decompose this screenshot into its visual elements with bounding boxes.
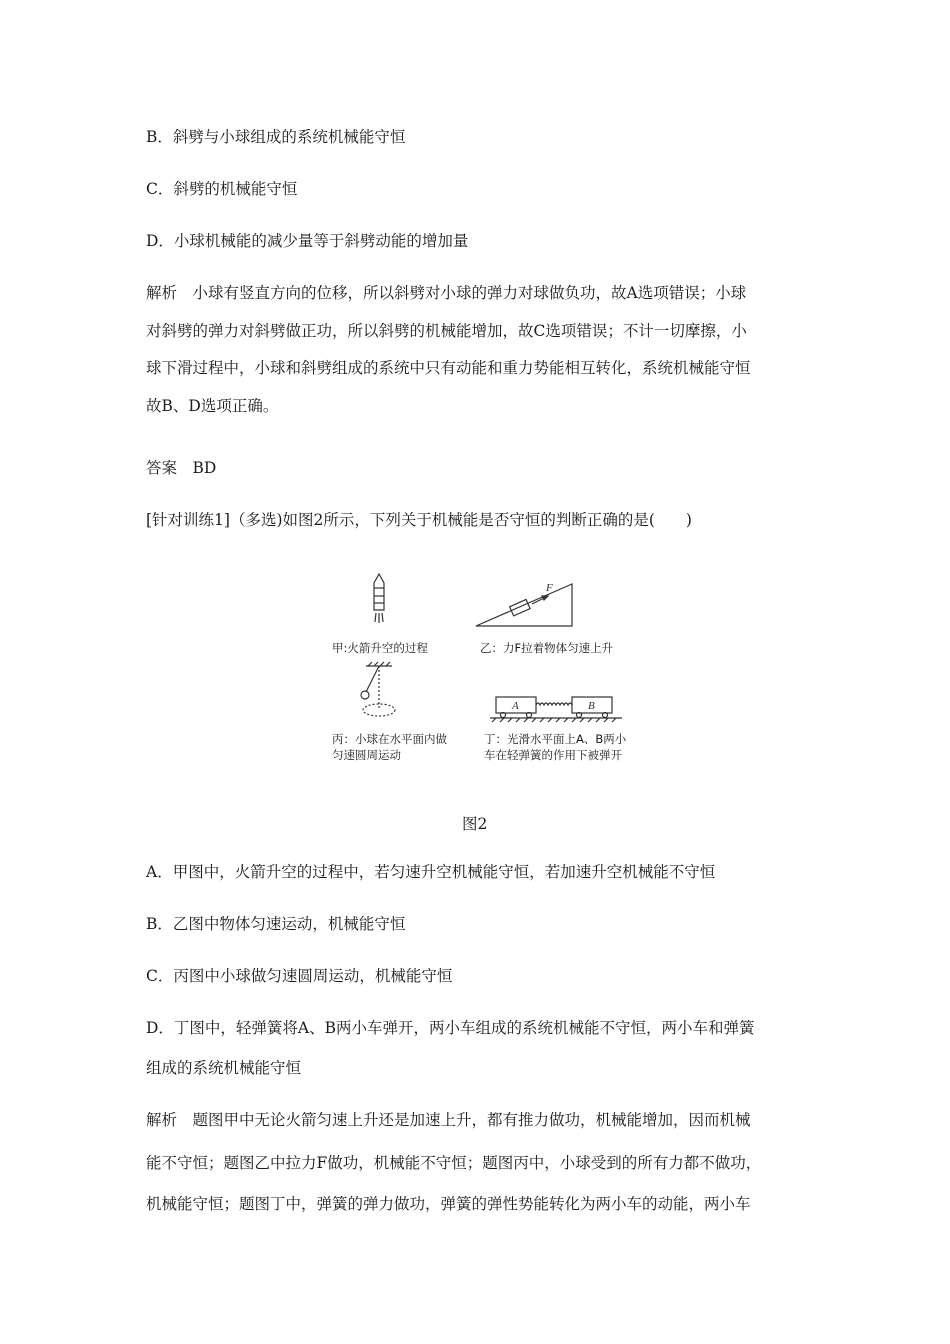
analysis-2-line-1 — [146, 1110, 751, 1130]
option-c-prev: C．斜劈的机械能守恒 — [146, 180, 298, 198]
answer-1 — [146, 458, 216, 478]
analysis-1-line-1 — [146, 283, 746, 303]
analysis-1-line-3: 球下滑过程中，小球和斜劈组成的系统中只有动能和重力势能相互转化，系统机械能守恒 — [146, 359, 751, 377]
analysis-label: 解析 — [146, 1111, 178, 1129]
analysis-2-line-3: 机械能守恒；题图丁中，弹簧的弹力做功，弹簧的弹性势能转化为两小车的动能，两小车 — [146, 1195, 751, 1213]
figure-title: 图2 — [462, 815, 488, 833]
option-a: A．甲图中，火箭升空的过程中，若匀速升空机械能守恒，若加速升空机械能不守恒 — [146, 863, 716, 881]
rocket-icon — [374, 574, 384, 623]
pendulum-icon — [361, 662, 395, 716]
analysis-1-line-4: 故B、D选项正确。 — [146, 397, 279, 415]
caption-d-line-1: 丁：光滑水平面上A、B两小 — [484, 732, 627, 746]
analysis-2-line-2: 能不守恒；题图乙中拉力F做功，机械能不守恒；题图丙中，小球受到的所有力都不做功， — [146, 1154, 762, 1172]
caption-b: 乙：力F拉着物体匀速上升 — [480, 641, 614, 655]
option-b-prev: B．斜劈与小球组成的系统机械能守恒 — [146, 128, 406, 146]
option-b: B．乙图中物体匀速运动，机械能守恒 — [146, 915, 406, 933]
analysis-1-line-2: 对斜劈的弹力对斜劈做正功，所以斜劈的机械能增加，故C选项错误；不计一切摩擦，小 — [146, 322, 747, 340]
analysis-text: 题图甲中无论火箭匀速上升还是加速上升，都有推力做功，机械能增加，因而机械 — [192, 1111, 751, 1129]
incline-block-icon — [476, 584, 572, 626]
answer-label: 答案 — [146, 459, 178, 477]
question-stem: [针对训练1]（多选)如图2所示，下列关于机械能是否守恒的判断正确的是( ) — [146, 511, 692, 529]
caption-c-line-1: 丙：小球在水平面内做 — [332, 732, 447, 746]
force-label: F — [546, 582, 553, 594]
cart-b-label: B — [588, 700, 595, 712]
caption-c-line-2: 匀速圆周运动 — [332, 748, 401, 762]
option-d-prev: D．小球机械能的减少量等于斜劈动能的增加量 — [146, 232, 469, 250]
caption-a: 甲:火箭升空的过程 — [332, 641, 428, 655]
option-d-line-1: D．丁图中，轻弹簧将A、B两小车弹开，两小车组成的系统机械能不守恒，两小车和弹簧 — [146, 1019, 755, 1037]
analysis-text: 小球有竖直方向的位移，所以斜劈对小球的弹力对球做负功，故A选项错误；小球 — [192, 284, 747, 302]
answer-value: BD — [192, 459, 217, 477]
carts-spring-icon — [490, 697, 622, 722]
cart-a-label: A — [512, 700, 519, 712]
option-d-line-2: 组成的系统机械能守恒 — [146, 1059, 302, 1077]
analysis-label: 解析 — [146, 284, 178, 302]
figure-2 — [332, 566, 636, 766]
caption-d-line-2: 车在轻弹簧的作用下被弹开 — [484, 748, 622, 762]
option-c: C．丙图中小球做匀速圆周运动，机械能守恒 — [146, 967, 453, 985]
